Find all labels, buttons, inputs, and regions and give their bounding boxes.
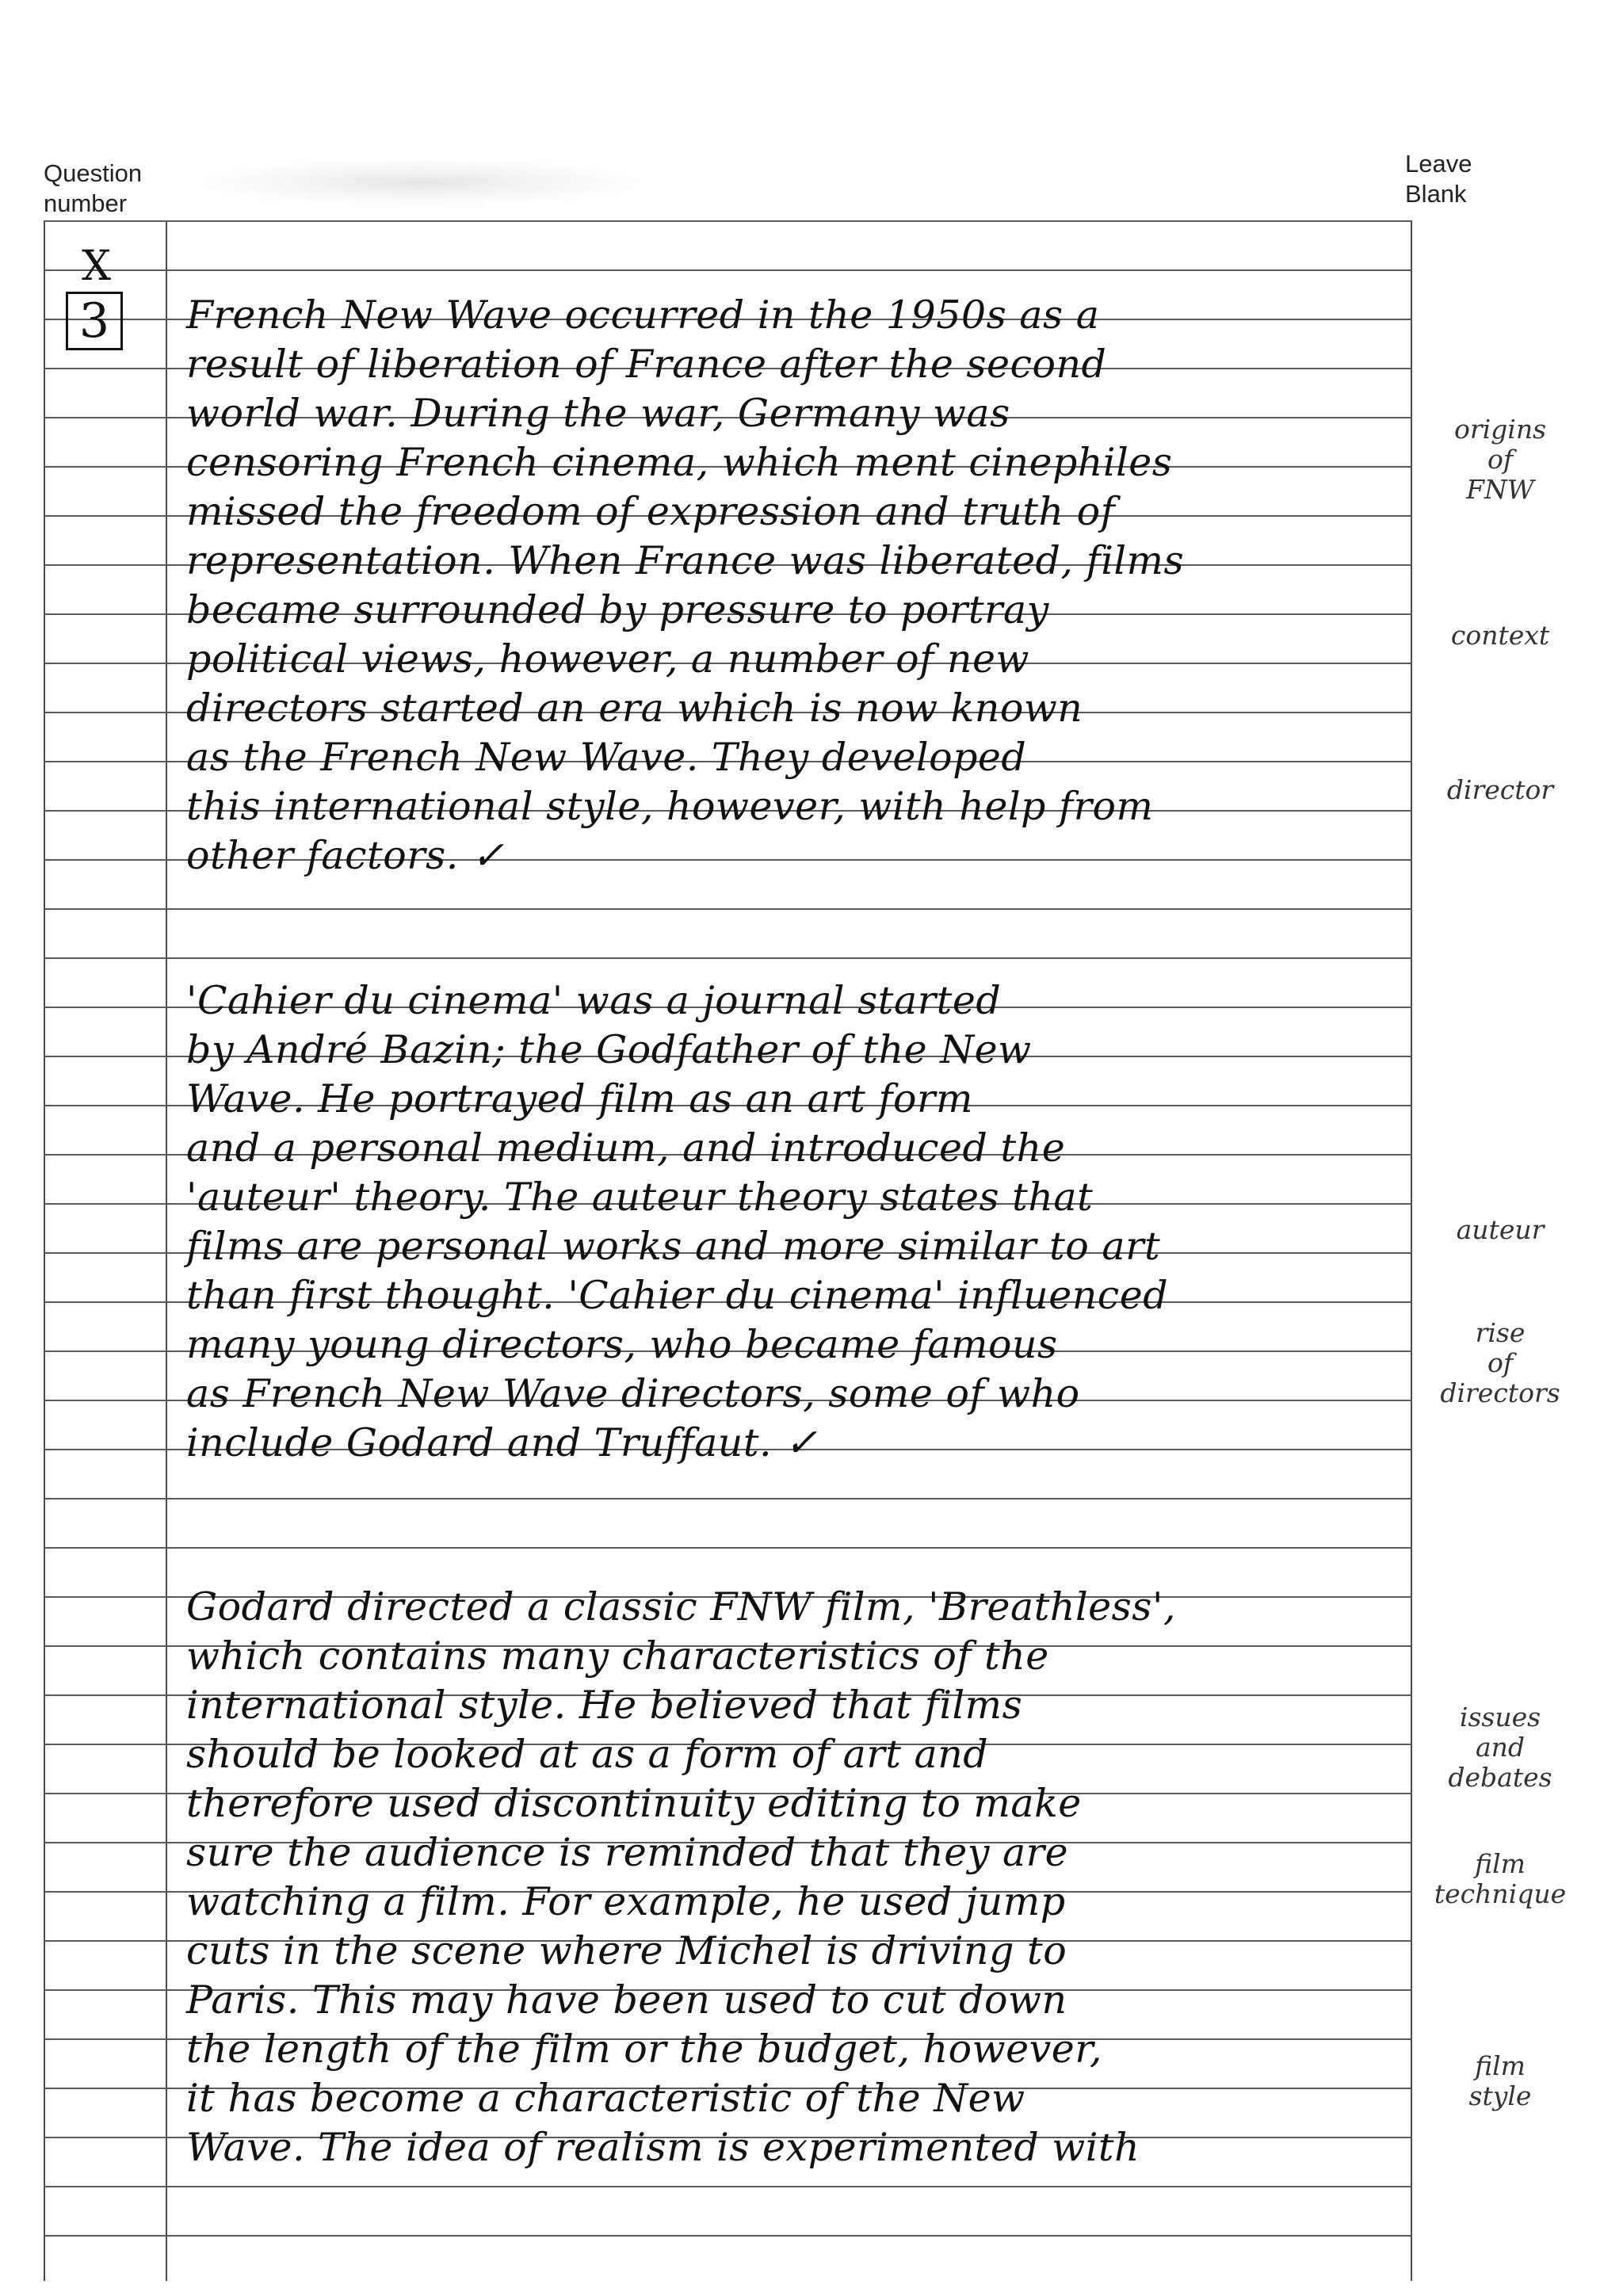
ruled-line: [44, 269, 1412, 271]
answer-line: Paris. This may have been used to cut down: [186, 1977, 1067, 2023]
answer-line: films are personal works and more similar to art: [186, 1224, 1161, 1269]
margin-note: director: [1446, 774, 1554, 805]
margin-note: origins of FNW: [1453, 414, 1547, 505]
answer-line: other factors. ✓: [186, 833, 505, 878]
answer-line: world war. During the war, Germany was: [186, 391, 1010, 436]
answer-line: became surrounded by pressure to portray: [186, 587, 1049, 632]
ruled-line: [44, 1498, 1412, 1499]
answer-line: by André Bazin; the Godfather of the New: [186, 1027, 1032, 1072]
answer-line: international style. He believed that films: [186, 1683, 1023, 1728]
margin-note: context: [1450, 620, 1550, 651]
margin-note: film style: [1468, 2050, 1532, 2111]
answer-line: many young directors, who became famous: [186, 1322, 1058, 1367]
ruled-line: [44, 2235, 1412, 2237]
answer-line: directors started an era which is now known: [186, 686, 1083, 731]
answer-line: this international style, however, with help from: [186, 784, 1154, 829]
answer-line: 'Cahier du cinema' was a journal started: [186, 978, 1002, 1023]
answer-sheet: [44, 220, 1567, 2281]
answer-line: political views, however, a number of new: [186, 636, 1029, 682]
answer-line: therefore used discontinuity editing to make: [186, 1781, 1082, 1826]
answer-line: should be looked at as a form of art and: [186, 1732, 989, 1777]
question-number-box: 3: [66, 292, 123, 350]
ruled-line: [44, 908, 1412, 910]
answer-line: Godard directed a classic FNW film, 'Breathless',: [186, 1584, 1176, 1629]
answer-line: as French New Wave directors, some of who: [186, 1371, 1080, 1416]
answer-line: than first thought. 'Cahier du cinema' influenced: [186, 1273, 1169, 1318]
question-number-label: Question number: [44, 159, 143, 217]
margin-note: film technique: [1434, 1848, 1567, 1909]
answer-line: watching a film. For example, he used jump: [186, 1879, 1066, 1924]
answer-line: result of liberation of France after the second: [186, 342, 1107, 387]
answer-line: include Godard and Truffaut. ✓: [186, 1420, 818, 1465]
ruled-line: [44, 1547, 1412, 1549]
header-smudge: [198, 159, 642, 206]
answer-line: it has become a characteristic of the New: [186, 2076, 1025, 2121]
answer-line: representation. When France was liberated, films: [186, 538, 1185, 583]
answer-line: and a personal medium, and introduced the: [186, 1125, 1066, 1171]
answer-line: Wave. The idea of realism is experimented with: [186, 2125, 1140, 2170]
margin-note: auteur: [1456, 1214, 1545, 1245]
answer-line: as the French New Wave. They developed: [186, 735, 1027, 780]
answer-line: which contains many characteristics of the: [186, 1633, 1049, 1679]
ruled-line: [44, 220, 1412, 222]
leave-blank-label: Leave Blank: [1405, 150, 1472, 208]
margin-rule: [166, 220, 167, 2281]
margin-note: issues and debates: [1448, 1702, 1552, 1793]
answer-line: Wave. He portrayed film as an art form: [186, 1076, 973, 1121]
right-border: [1411, 220, 1412, 2281]
margin-note: rise of directors: [1440, 1317, 1560, 1408]
answer-line: the length of the film or the budget, however,: [186, 2027, 1102, 2072]
left-border: [44, 220, 45, 2281]
answer-line: sure the audience is reminded that they are: [186, 1830, 1069, 1875]
answer-line: censoring French cinema, which ment cinephiles: [186, 440, 1173, 485]
ruled-line: [44, 957, 1412, 959]
answer-line: cuts in the scene where Michel is driving to: [186, 1928, 1067, 1973]
answer-line: 'auteur' theory. The auteur theory states that: [186, 1175, 1094, 1220]
answer-line: French New Wave occurred in the 1950s as a: [186, 292, 1100, 338]
ruled-line: [44, 2186, 1412, 2187]
question-number-annotation: X: [82, 243, 112, 290]
answer-line: missed the freedom of expression and truth of: [186, 489, 1116, 534]
